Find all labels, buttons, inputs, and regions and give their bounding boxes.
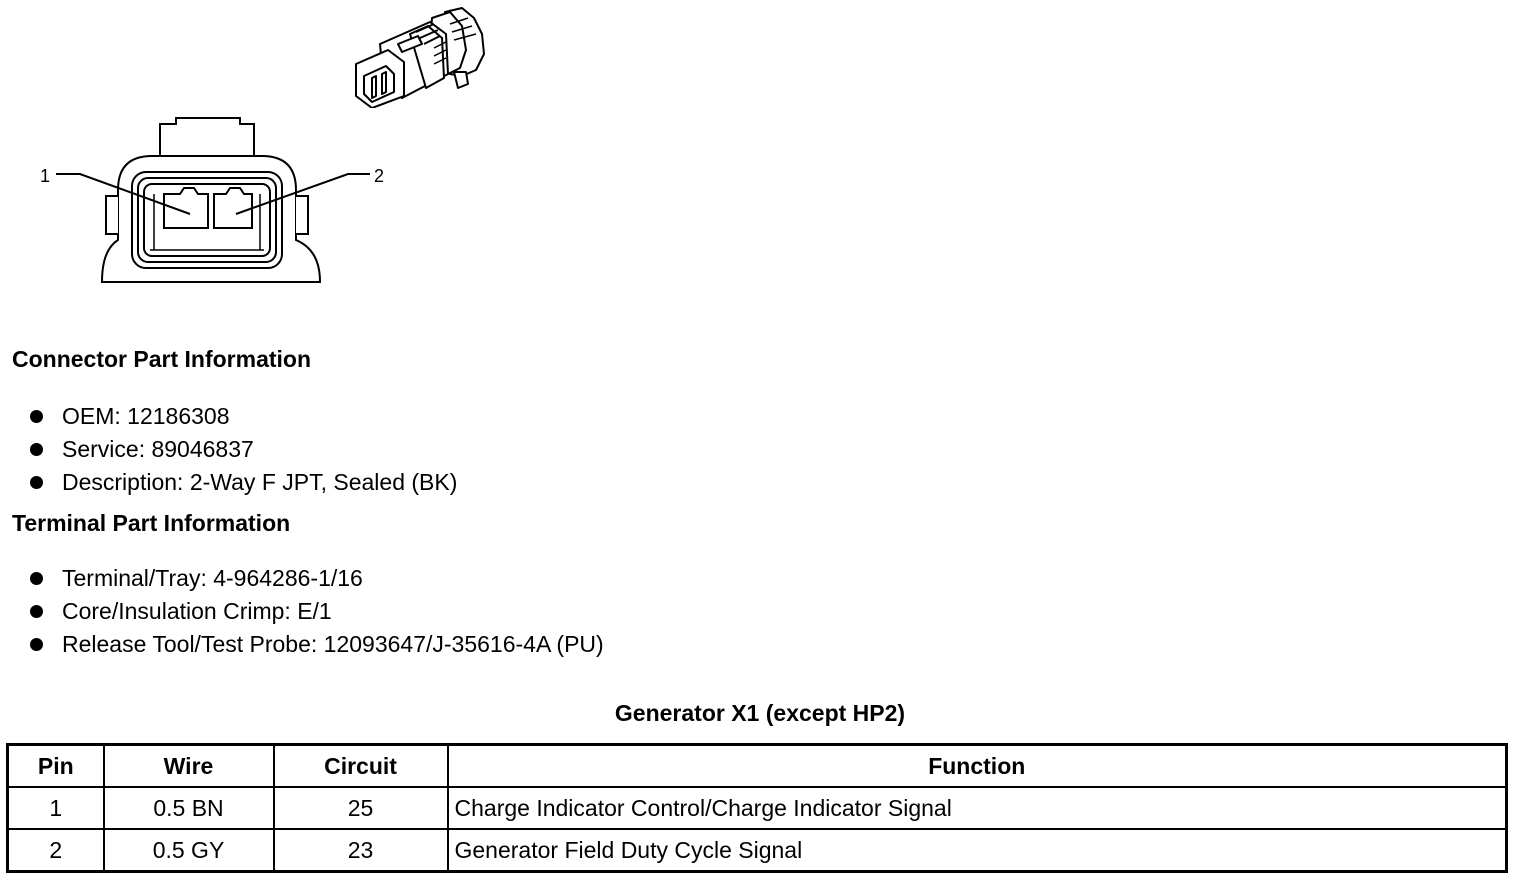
table-header-row — [8, 745, 1507, 788]
bullet-icon — [30, 410, 43, 423]
pinout-table — [6, 743, 1508, 873]
cell-function: Generator Field Duty Cycle Signal — [448, 829, 1507, 872]
header-wire: Wire — [104, 745, 274, 788]
cell-circuit: 25 — [274, 787, 448, 829]
cell-wire: 0.5 BN — [104, 787, 274, 829]
bullet-icon — [30, 443, 43, 456]
cell-pin: 2 — [8, 829, 104, 872]
list-item: Service: 89046837 — [28, 433, 457, 466]
connector-info-heading: Connector Part Information — [12, 346, 312, 372]
bullet-icon — [30, 476, 43, 489]
cell-wire: 0.5 GY — [104, 829, 274, 872]
terminal-info-heading: Terminal Part Information — [12, 510, 291, 536]
cell-circuit: 23 — [274, 829, 448, 872]
table-title: Generator X1 (except HP2) — [614, 700, 906, 726]
table-row — [8, 829, 1507, 872]
pin-2-label: 2 — [374, 166, 385, 186]
list-item: Release Tool/Test Probe: 12093647/J-35616-4A (PU) — [28, 628, 604, 661]
header-function: Function — [448, 745, 1507, 788]
cell-pin: 1 — [8, 787, 104, 829]
table-row — [8, 787, 1507, 829]
connector-face-view-icon — [30, 110, 400, 290]
header-pin: Pin — [8, 745, 104, 788]
pin-1-label: 1 — [40, 166, 51, 186]
header-circuit: Circuit — [274, 745, 448, 788]
terminal-info-list — [28, 562, 604, 661]
cell-function: Charge Indicator Control/Charge Indicator Signal — [448, 787, 1507, 829]
connector-isometric-icon — [350, 4, 500, 108]
bullet-icon — [30, 638, 43, 651]
list-item: OEM: 12186308 — [28, 400, 457, 433]
bullet-icon — [30, 605, 43, 618]
list-item: Core/Insulation Crimp: E/1 — [28, 595, 604, 628]
connector-info-list — [28, 400, 457, 499]
list-item: Description: 2-Way F JPT, Sealed (BK) — [28, 466, 457, 499]
list-item: Terminal/Tray: 4-964286-1/16 — [28, 562, 604, 595]
bullet-icon — [30, 572, 43, 585]
